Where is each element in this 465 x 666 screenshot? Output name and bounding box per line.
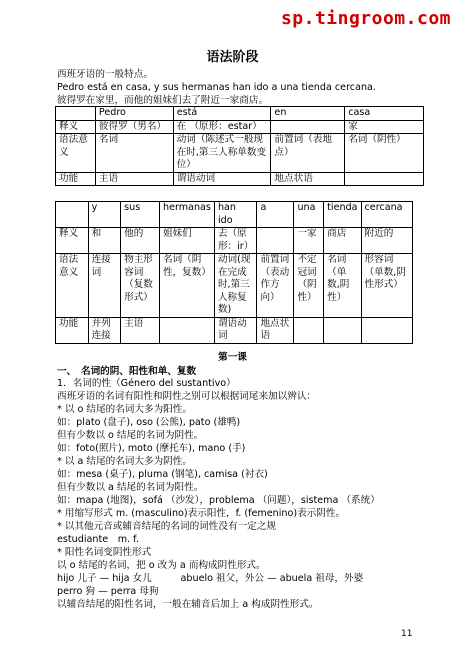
table-cell: 前置词（表动作方向）: [257, 254, 294, 318]
table-cell: tienda: [324, 202, 361, 228]
grammar-table-1: [55, 106, 424, 186]
table-cell: una: [294, 202, 324, 228]
table-cell: en: [271, 107, 345, 121]
table-cell: [361, 317, 412, 343]
table-cell: 姐妹们: [159, 228, 214, 254]
table-cell: 主语: [95, 172, 173, 186]
page-title: 语法阶段: [206, 50, 259, 65]
table-cell: 商店: [324, 228, 361, 254]
body-line: 1．名词的性（Género del sustantivo）: [57, 378, 236, 389]
table-row: [56, 202, 413, 228]
body-line: 如：mesa (桌子), pluma (钢笔), camisa (衬衣): [57, 469, 268, 480]
table-cell: 一家: [294, 228, 324, 254]
body-line: 但有少数以 a 结尾的名词为阳性。: [57, 482, 204, 493]
table-cell: está: [173, 107, 271, 121]
table-cell: hermanas: [159, 202, 214, 228]
body-line: 如：mapa (地图)，sofá （沙发），problema （问题），sistema （系统）: [57, 495, 380, 506]
table-cell: 谓语动词: [214, 317, 257, 343]
body-line: 如：foto(照片), moto (摩托车), mano (手): [57, 443, 246, 454]
table-cell: [324, 317, 361, 343]
section-heading: 一、 名词的阴、阳性和单、复数: [57, 366, 197, 377]
table-cell: 释义: [56, 228, 89, 254]
table-cell: 去（原形：ir）: [214, 228, 257, 254]
table-cell: [271, 120, 345, 134]
table-cell: casa: [345, 107, 424, 121]
table-row: [56, 172, 424, 186]
table-cell: 功能: [56, 317, 89, 343]
table-cell: sus: [121, 202, 160, 228]
table-cell: cercana: [361, 202, 412, 228]
body-line: hijo 儿子 — hija 女儿 abuelo 祖父，外公 — abuela 祖母，外婆: [57, 573, 364, 584]
table-row: [56, 228, 413, 254]
table-cell: 并列连接: [88, 317, 121, 343]
table-cell: a: [257, 202, 294, 228]
table-cell: 名词（阴性）: [345, 134, 424, 173]
table-cell: 附近的: [361, 228, 412, 254]
table-row: [56, 107, 424, 121]
table-cell: 动词(现在完成时,第三人称复数): [214, 254, 257, 318]
body-line: * 阳性名词变阴性形式: [57, 547, 152, 558]
table-cell: 主语: [121, 317, 160, 343]
intro-translation: 彼得罗在家里，而他的姐妹们去了附近一家商店。: [57, 95, 269, 106]
table-cell: 名词: [95, 134, 173, 173]
table-cell: 动词（陈述式一般现在时,第三人称单数变位）: [173, 134, 271, 173]
lesson-title: 第一课: [218, 352, 247, 363]
table-cell: 地点状语: [271, 172, 345, 186]
table-cell: 物主形容词（复数形式）: [121, 254, 160, 318]
table-cell: Pedro: [95, 107, 173, 121]
page-number: 11: [401, 629, 413, 639]
table-cell: 他的: [121, 228, 160, 254]
table-cell: 和: [88, 228, 121, 254]
table-cell: [159, 317, 214, 343]
table-cell: 地点状语: [257, 317, 294, 343]
body-line: 以 o 结尾的名词，把 o 改为 a 而构成阴性形式。: [57, 560, 266, 571]
body-line: * 以 o 结尾的名词大多为阳性。: [57, 404, 192, 415]
body-line: 西班牙语的名词有阳性和阴性之别可以根据词尾来加以辨认：: [57, 391, 317, 402]
table-cell: 功能: [56, 172, 96, 186]
table-cell: 家: [345, 120, 424, 134]
table-cell: 形容词（单数,阴性形式）: [361, 254, 412, 318]
table-cell: han ido: [214, 202, 257, 228]
table-cell: [345, 172, 424, 186]
table-cell: 彼得罗（男名）: [95, 120, 173, 134]
watermark: sp.tingroom.com: [280, 8, 451, 29]
table-cell: 名词（单数,阴性）: [324, 254, 361, 318]
table-row: [56, 254, 413, 318]
body-line: estudiante m. f.: [57, 534, 139, 545]
table-cell: [56, 107, 96, 121]
table-cell: 语法意义: [56, 254, 89, 318]
body-line: 如：plato (盘子), oso (公熊), pato (雄鸭): [57, 417, 241, 428]
body-line: 但有少数以 o 结尾的名词为阴性。: [57, 430, 204, 441]
body-line: perro 狗 — perra 母狗: [57, 586, 159, 597]
table-row: [56, 317, 413, 343]
body-line: * 用缩写形式 m. (masculino)表示阳性，f. (femenino)表示阴性。: [57, 508, 346, 519]
table-cell: 谓语动词: [173, 172, 271, 186]
table-cell: 前置词（表地点）: [271, 134, 345, 173]
table-row: [56, 120, 424, 134]
intro-line: 西班牙语的一般特点。: [57, 69, 153, 80]
table-cell: y: [88, 202, 121, 228]
table-cell: 名词（阴性，复数）: [159, 254, 214, 318]
body-line: * 以 a 结尾的名词大多为阴性。: [57, 456, 192, 467]
body-line: * 以其他元音或辅音结尾的名词的词性没有一定之规: [57, 521, 276, 532]
table-cell: 释义: [56, 120, 96, 134]
table-cell: [257, 228, 294, 254]
table-row: [56, 134, 424, 173]
table-cell: [294, 317, 324, 343]
table-cell: 在 （原形：estar）: [173, 120, 271, 134]
grammar-table-2: [55, 201, 413, 344]
table-cell: 不定冠词（阴性）: [294, 254, 324, 318]
body-line: 以辅音结尾的阳性名词，一般在辅音后加上 a 构成阴性形式。: [57, 599, 319, 610]
table-cell: 语法意义: [56, 134, 96, 173]
table-cell: 连接词: [88, 254, 121, 318]
intro-spanish-sentence: Pedro está en casa, y sus hermanas han ido a una tienda cercana.: [57, 82, 376, 93]
table-cell: [56, 202, 89, 228]
